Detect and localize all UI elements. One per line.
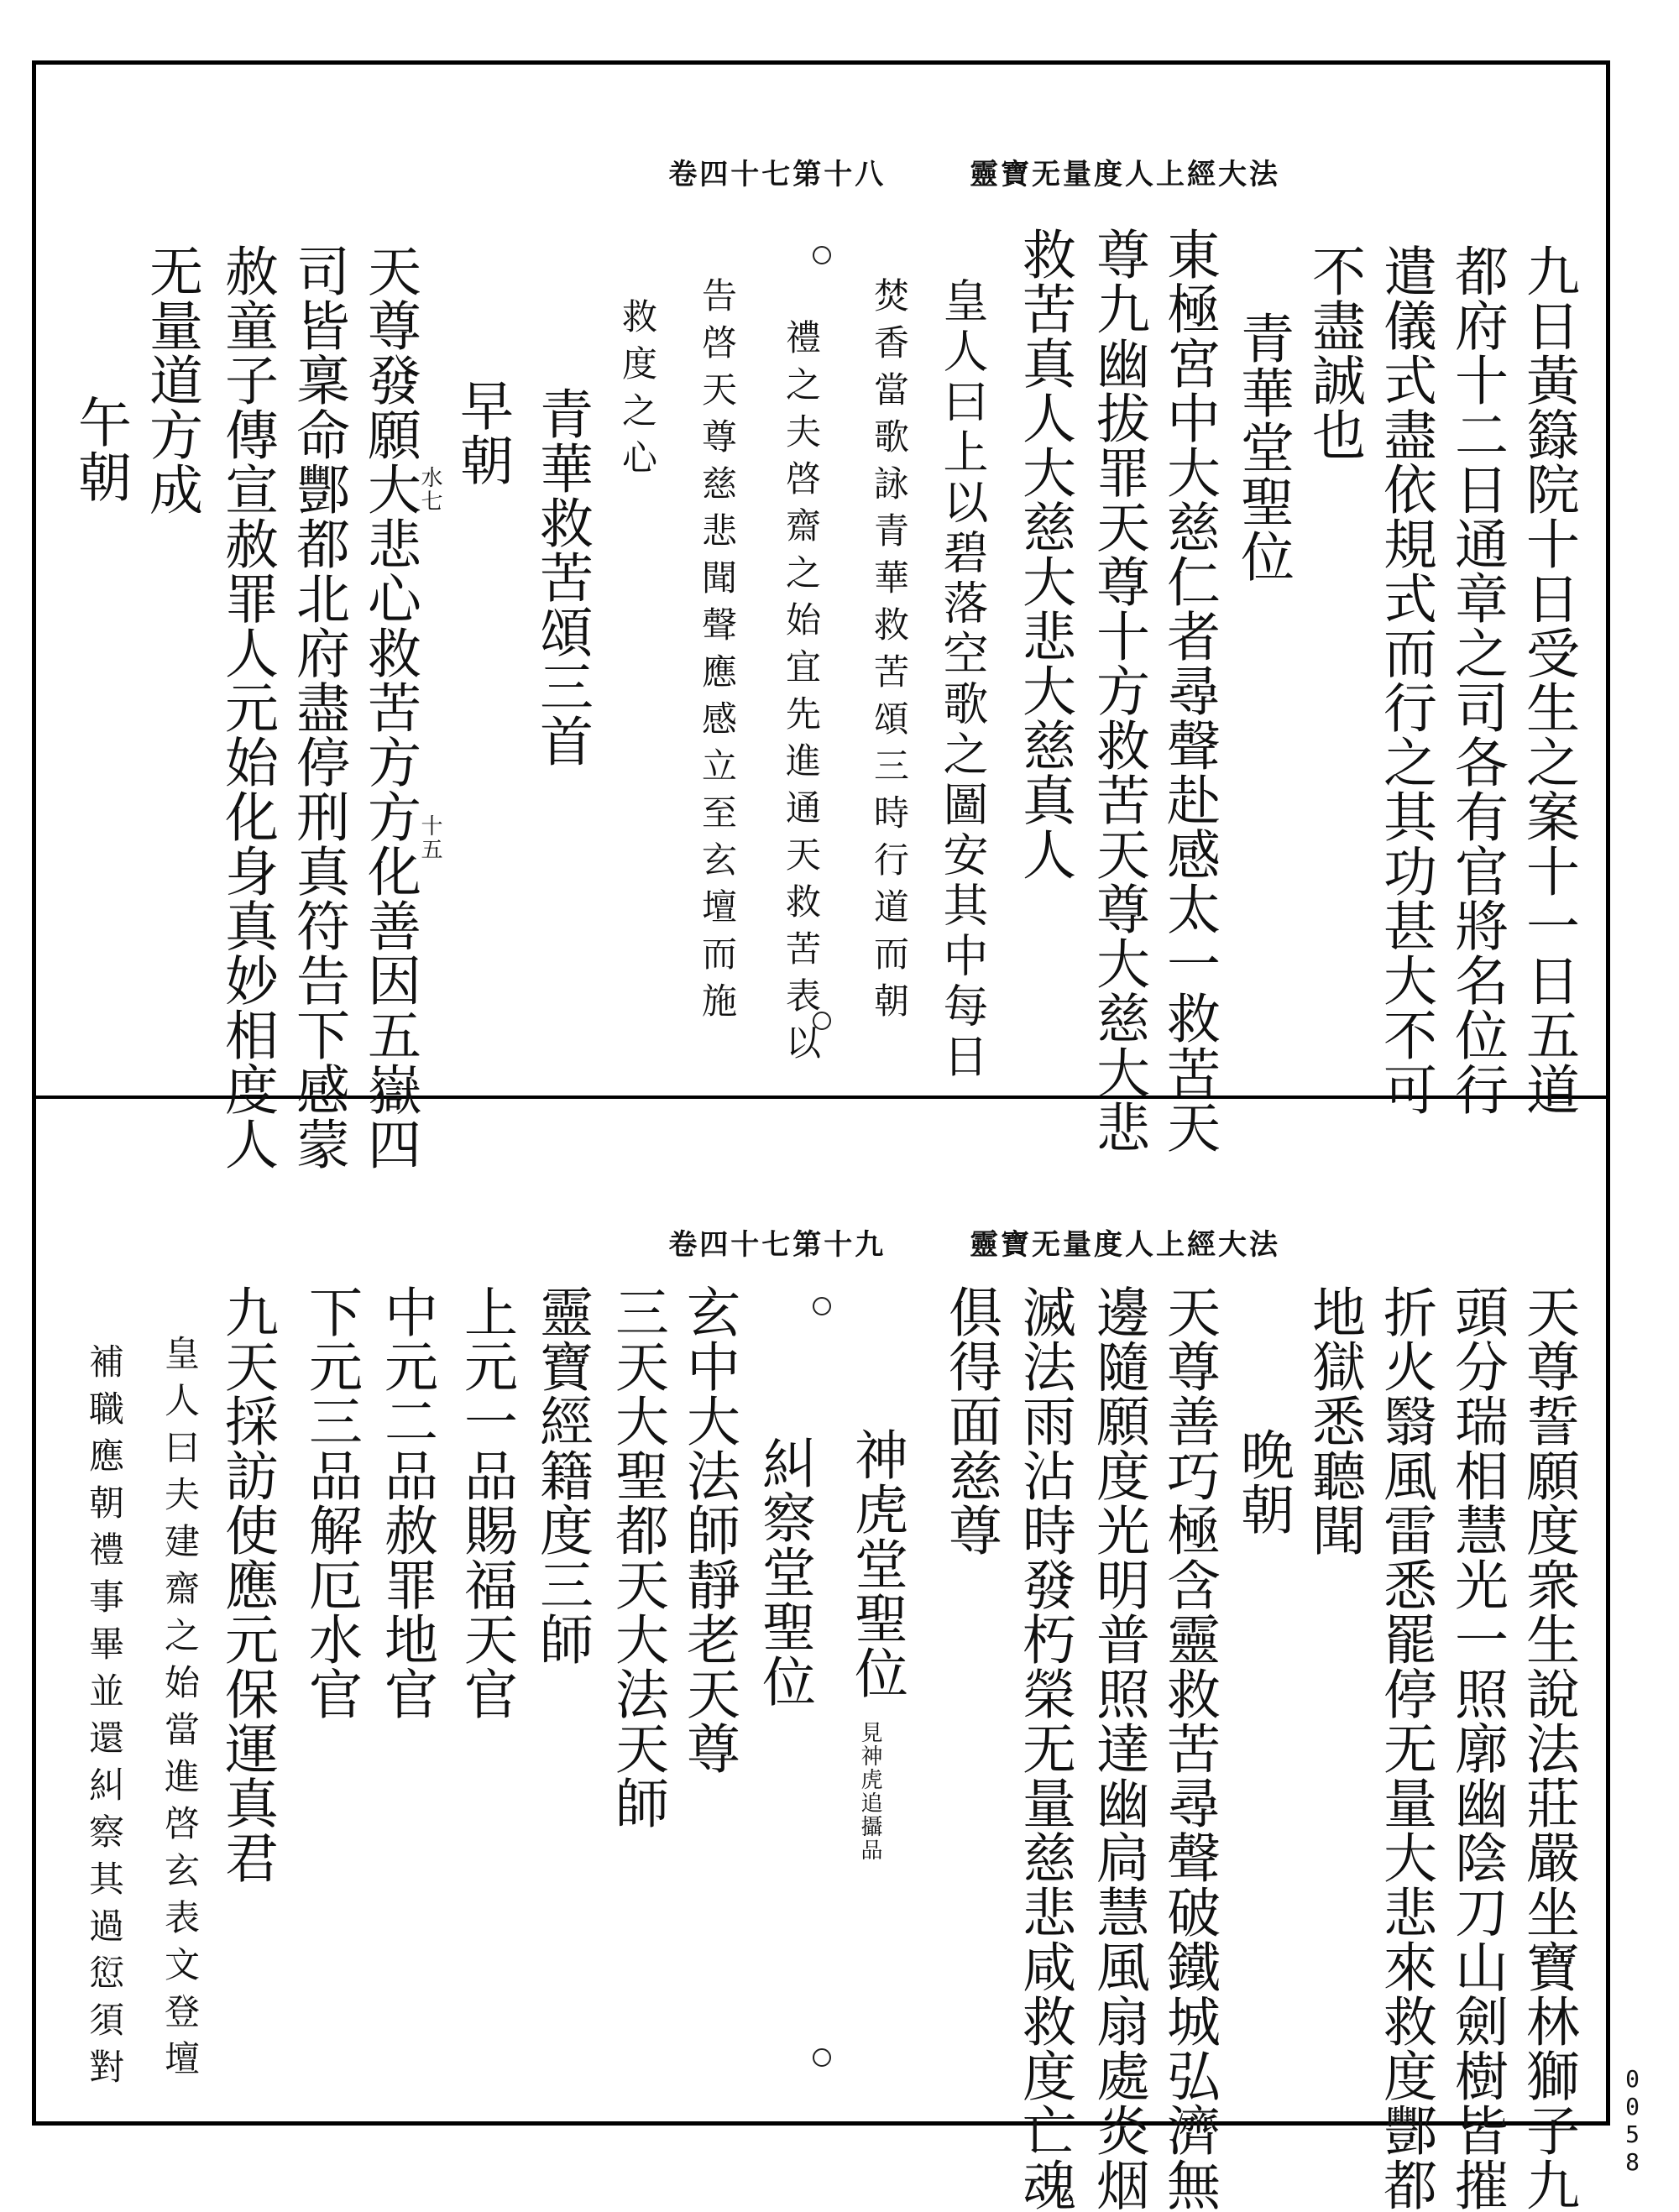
section-heading: 青華堂聖位 <box>1232 311 1294 583</box>
text-column: 上元一品賜福天官 <box>455 1284 517 1721</box>
top-header-volume: 卷四十七第十八 <box>668 158 887 191</box>
text-column: 遣儀式盡依規式而行之其功甚大不可 <box>1374 243 1436 1116</box>
text-column: 邊隨願度光明普照達幽扃慧風扇處炎烟 <box>1087 1284 1149 2212</box>
text-column: 中元二品赦罪地官 <box>375 1284 437 1721</box>
text-column: 司皆稟命酆都北府盡停刑真符告下感蒙 <box>287 243 349 1171</box>
text-column: 三天大聖都天大法天師 <box>606 1284 668 1830</box>
bottom-header-title: 靈寶无量度人上經大法 <box>970 1228 1280 1262</box>
text-column: 天尊發願大悲心救苦方方化善因五嶽四 <box>358 243 421 1171</box>
text-column: 折火翳風雷悉罷停无量大悲來救度酆都 <box>1374 1284 1436 2212</box>
text-column: 天尊善巧極含靈救苦尋聲破鐵城弘濟無 <box>1158 1284 1220 2212</box>
section-heading: 午朝 <box>69 395 131 504</box>
text-column: 都府十二日通章之司各有官將名位行 <box>1446 243 1508 1116</box>
text-column: 救苦真人大慈大悲大慈真人 <box>1013 227 1075 881</box>
text-column: 不盡誠也 <box>1303 243 1365 462</box>
text-column: 頭分瑞相慧光一照廓幽陰刀山劍樹皆摧 <box>1446 1284 1508 2212</box>
text-column: 滅法雨沾時發朽榮无量慈悲咸救度亡魂 <box>1013 1284 1075 2212</box>
text-column: 九天採訪使應元保運真君 <box>216 1284 278 1885</box>
text-column: 尊九幽拔罪天尊十方救苦天尊大慈大悲 <box>1087 227 1149 1154</box>
text-column: 皇人曰上以碧落空歌之圖安其中每日 <box>936 277 989 1083</box>
text-column: 禮之夫啓齋之始宜先進通天救苦表以 <box>781 319 822 1071</box>
page-number: 0058 <box>1619 2065 1646 2176</box>
margin-note: 水七 <box>417 466 442 513</box>
margin-ring <box>813 1297 831 1315</box>
margin-note: 十五 <box>417 814 442 861</box>
text-column: 東極宮中大慈仁者尋聲赴感太一救苦天 <box>1158 227 1220 1154</box>
text-column: 赦童子傳宣赦罪人元始化身真妙相度人 <box>216 243 278 1171</box>
text-column: 靈寶經籍度三師 <box>531 1284 593 1666</box>
text-column: 救度之心 <box>617 298 658 486</box>
text-column: 俱得面慈尊 <box>939 1284 1002 1557</box>
top-header-title: 靈寶无量度人上經大法 <box>970 158 1280 191</box>
text-column: 无量道方成 <box>140 243 202 516</box>
text-column: 焚香當歌詠青華救苦頌三時行道而朝 <box>869 277 910 1029</box>
text-column: 九日黃籙院十日受生之案十一日五道 <box>1517 243 1579 1116</box>
text-column: 下元三品解厄水官 <box>300 1284 362 1721</box>
text-column: 告啓天尊慈悲聞聲應感立至玄壇而施 <box>697 277 738 1029</box>
text-column: 補職應朝禮事畢並還糾察其過愆須對 <box>84 1343 125 2095</box>
margin-ring <box>813 2048 831 2067</box>
margin-ring <box>813 1012 831 1030</box>
section-heading: 神虎堂聖位 <box>845 1427 907 1700</box>
top-header <box>668 151 1280 191</box>
text-column: 玄中大法師靜老天尊 <box>677 1284 740 1775</box>
text-column: 地獄悉聽聞 <box>1303 1284 1365 1557</box>
bottom-header <box>668 1221 1280 1262</box>
text-column: 皇人曰夫建齋之始當進啓玄表文登壇 <box>160 1335 201 2087</box>
section-heading: 晚朝 <box>1232 1427 1294 1536</box>
bottom-header-volume: 卷四十七第十九 <box>668 1228 887 1262</box>
margin-note: 見神虎追攝品 <box>857 1721 882 1862</box>
section-heading: 早朝 <box>451 378 513 487</box>
margin-ring <box>813 246 831 264</box>
section-heading: 青華救苦頌三首 <box>531 386 593 768</box>
section-heading: 糾察堂聖位 <box>753 1435 815 1708</box>
text-column: 天尊誓願度衆生說法莊嚴坐寶林獅子九 <box>1517 1284 1579 2212</box>
